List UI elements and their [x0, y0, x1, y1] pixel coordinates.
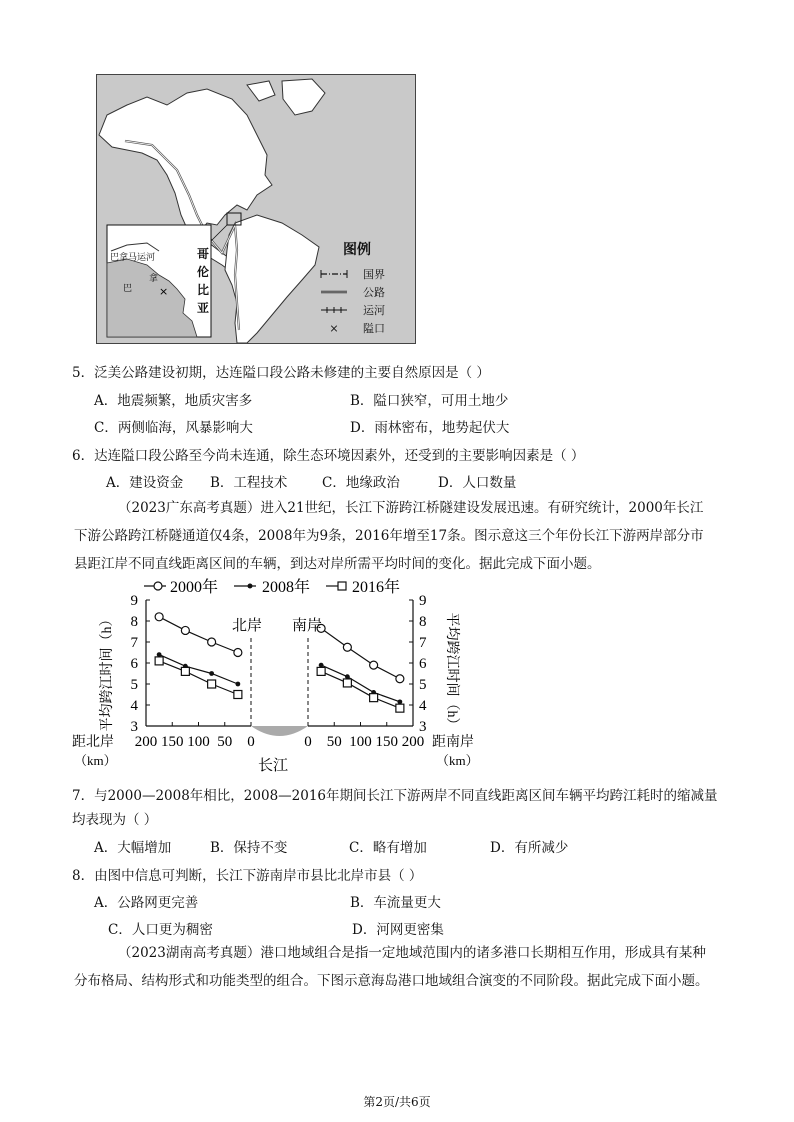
north-x-tick-label: 100: [187, 734, 210, 750]
left-y-tick-label: 5: [130, 677, 138, 693]
right-xlabel-1: 距南岸: [432, 735, 474, 750]
point-2000年-north: [155, 613, 163, 621]
legend-title: 图例: [343, 242, 371, 258]
canal-symbol-icon: [319, 305, 349, 315]
right-y-tick-label: 8: [419, 614, 427, 630]
left-y-tick-label: 7: [130, 635, 138, 651]
chart-legend: [144, 577, 400, 596]
q8-option-d[interactable]: D．河网更密集: [352, 922, 444, 938]
q7-option-b[interactable]: B．保持不变: [210, 840, 288, 856]
point-2000年-north: [181, 626, 189, 634]
south-x-tick-label: 100: [349, 734, 372, 750]
right-y-tick-label: 4: [419, 698, 427, 714]
inset-canal-label: 巴拿马运河: [110, 253, 156, 263]
right-ylabel: 平均跨江时间（h）: [444, 612, 459, 732]
series-2000年-south-line: [321, 628, 400, 678]
point-2000年-north: [208, 638, 216, 646]
left-y-tick-label: 9: [130, 593, 138, 609]
series-2000年-north-line: [159, 617, 238, 653]
river-label: 长江: [258, 758, 289, 774]
north-bank-label: 北岸: [232, 618, 263, 634]
intro-paragraph-2: （2023湖南高考真题）港口地域组合是指一定地域范围内的诸多港口长期相互作用，形成具有某种分布格局、结构形式和功能类型的组合。下图示意海岛港口地域组合演变的不同阶段。据此完成下面小题。: [74, 945, 709, 989]
q7-stem-cont: 均表现为（ ）: [72, 812, 158, 828]
legend-item-pass: × 隘口: [319, 319, 385, 337]
inset-country-mid-label: 拿: [149, 274, 159, 284]
legend-2008-label: 2008年: [262, 579, 311, 596]
left-y-tick-label: 6: [130, 656, 138, 672]
series-2008年-south-line: [321, 665, 400, 702]
legend-2016-marker: [338, 582, 346, 590]
point-2016年-north: [155, 657, 163, 665]
south-x-tick-label: 200: [401, 734, 425, 750]
point-2016年-north: [181, 667, 189, 675]
q6-option-b[interactable]: B．工程技术: [210, 475, 288, 491]
legend-2008-marker: [248, 584, 253, 589]
intro-paragraph-1: （2023广东高考真题）进入21世纪，长江下游跨江桥隧建设发展迅速。有研究统计，2000年长江下游公路跨江桥隧通道仅4条，2008年为9条，2016年增至17条。图示意这三个年份长江下游两岸部分市县距江岸不同直线距离区间的车辆，到达对岸所需平均时间的变化。据此完成下面小题。: [74, 500, 704, 572]
page-footer: 第2页/共6页: [363, 1095, 431, 1109]
point-2000年-south: [343, 643, 351, 651]
q6-option-d[interactable]: D．人口数量: [438, 475, 517, 491]
series-2008年-north-line: [159, 655, 238, 684]
border-symbol-icon: [319, 269, 349, 279]
right-y-tick-label: 3: [419, 719, 427, 735]
q6-option-a[interactable]: A．建设资金: [106, 475, 184, 491]
left-xlabel-1: 距北岸: [72, 735, 114, 750]
point-2016年-south: [343, 679, 351, 687]
south-x-tick-label: 0: [304, 734, 312, 750]
right-xlabel-2: （km）: [436, 753, 479, 768]
right-y-tick-label: 5: [419, 677, 427, 693]
river-shape: [251, 726, 308, 736]
q7-option-c[interactable]: C．略有增加: [349, 840, 427, 856]
north-x-tick-label: 150: [161, 734, 184, 750]
point-2008年-north: [209, 671, 214, 676]
point-2008年-south: [345, 674, 350, 679]
south-x-tick-label: 50: [326, 734, 342, 750]
right-y-tick-label: 6: [419, 656, 427, 672]
q5-option-a[interactable]: A．地震频繁，地质灾害多: [94, 393, 253, 409]
pass-symbol-icon: ×: [329, 321, 339, 335]
legend-2000-label: 2000年: [170, 579, 219, 596]
left-y-tick-label: 3: [130, 719, 138, 735]
line-chart: [70, 572, 490, 780]
left-y-tick-label: 4: [130, 698, 138, 714]
q5-stem: 5．泛美公路建设初期，达连隘口段公路未修建的主要自然原因是（ ）: [72, 365, 490, 381]
right-y-tick-label: 9: [419, 593, 427, 609]
inset-pointer-line: [209, 225, 227, 243]
right-y-tick-label: 7: [419, 635, 427, 651]
point-2008年-north: [235, 682, 240, 687]
point-2016年-north: [234, 691, 242, 699]
point-2008年-south: [397, 699, 402, 704]
inset-country-left-label: 巴: [123, 284, 133, 294]
point-2008年-south: [319, 663, 324, 668]
q5-option-b[interactable]: B．隘口狭窄，可用土地少: [350, 393, 509, 409]
point-2000年-south: [396, 675, 404, 683]
q8-option-b[interactable]: B．车流量更大: [350, 895, 441, 911]
q7-stem: 7．与2000—2008年相比，2008—2016年期间长江下游两岸不同直线距离区间车辆平均跨江耗时的缩减量: [72, 788, 718, 804]
legend-item-road: 公路: [319, 283, 385, 301]
point-2000年-north: [234, 649, 242, 657]
south-x-tick-label: 150: [375, 734, 398, 750]
north-x-tick-label: 200: [134, 734, 158, 750]
greenland-shape: [282, 79, 325, 115]
point-2016年-north: [208, 680, 216, 688]
americas-map: [96, 74, 416, 344]
q8-option-a[interactable]: A．公路网更完善: [94, 895, 199, 911]
legend: [319, 265, 385, 337]
q6-option-c[interactable]: C．地缘政治: [322, 475, 400, 491]
inset-pass-marker: ×: [159, 285, 169, 298]
series-2016年-south-line: [321, 671, 400, 708]
island-shape: [247, 81, 275, 101]
q8-option-c[interactable]: C．人口更为稠密: [108, 922, 213, 938]
south-bank-label: 南岸: [292, 618, 323, 634]
q5-option-d[interactable]: D．雨林密布，地势起伏大: [350, 420, 510, 436]
left-y-tick-label: 8: [130, 614, 138, 630]
q7-option-a[interactable]: A．大幅增加: [94, 840, 172, 856]
point-2016年-south: [396, 704, 404, 712]
point-2008年-north: [157, 652, 162, 657]
north-x-tick-label: 0: [247, 734, 255, 750]
q7-option-d[interactable]: D．有所减少: [490, 840, 569, 856]
left-ylabel: 平均跨江时间（h）: [100, 612, 115, 732]
point-2016年-south: [370, 694, 378, 702]
series-2016年-north-line: [159, 661, 238, 695]
legend-2000-marker: [154, 582, 162, 590]
north-x-tick-label: 50: [217, 734, 233, 750]
q8-stem: 8．由图中信息可判断，长江下游南岸市县比北岸市县（ ）: [72, 868, 423, 884]
inset-colombia-label: 哥 伦 比 亚: [197, 247, 210, 315]
q6-stem: 6．达连隘口段公路至今尚未连通，除生态环境因素外，还受到的主要影响因素是（ ）: [72, 448, 585, 464]
road-symbol-icon: [319, 287, 349, 297]
legend-2016-label: 2016年: [352, 579, 401, 596]
legend-item-canal: 运河: [319, 301, 385, 319]
point-2016年-south: [317, 667, 325, 675]
q5-option-c[interactable]: C．两侧临海，风暴影响大: [94, 420, 253, 436]
legend-item-border: 国界: [319, 265, 385, 283]
left-xlabel-2: （km）: [74, 753, 117, 768]
point-2000年-south: [370, 661, 378, 669]
